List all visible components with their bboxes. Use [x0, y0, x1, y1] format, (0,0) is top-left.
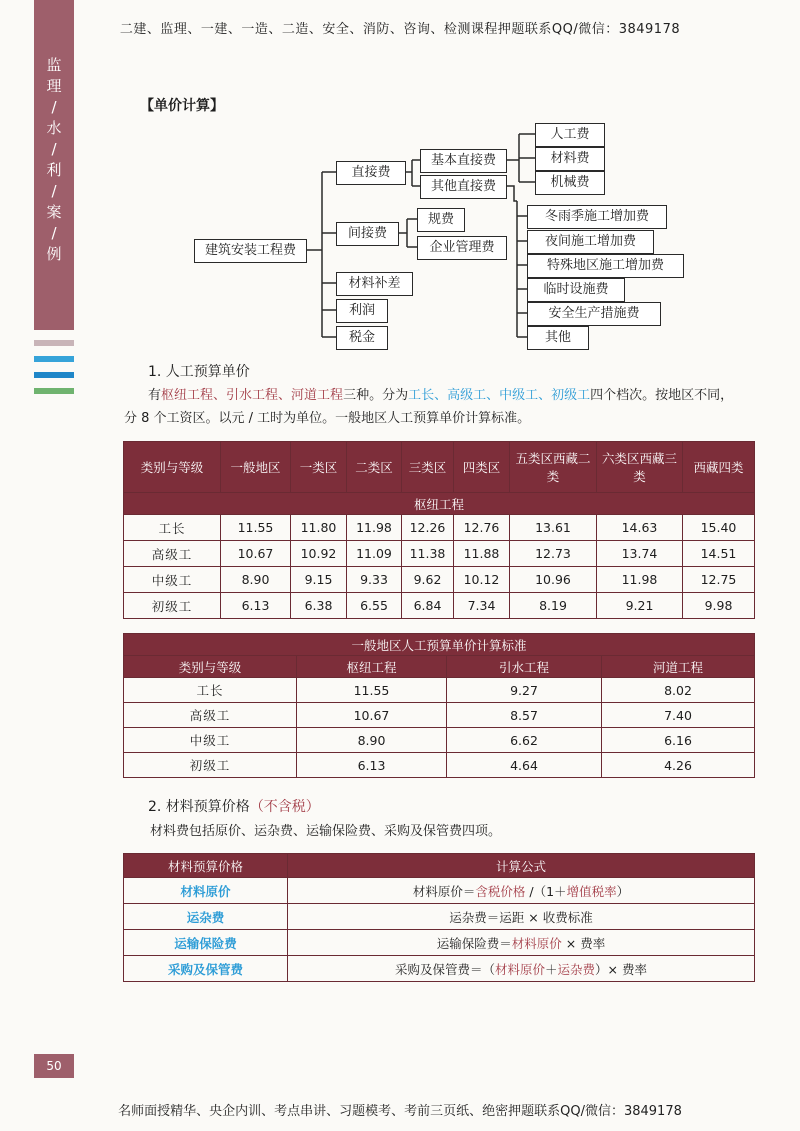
tree-node-night: 夜间施工增加费 — [527, 230, 654, 254]
table-row: 初级工 6.13 4.64 4.26 — [124, 753, 755, 778]
side-stripe — [34, 388, 74, 394]
table-row: 运输保险费 运输保险费＝材料原价 × 费率 — [124, 930, 755, 956]
table-row: 高级工 10.67 10.92 11.09 11.38 11.88 12.73 13.74 14.51 — [124, 541, 755, 567]
page-number: 50 — [34, 1054, 74, 1078]
section-title: 【单价计算】 — [140, 98, 224, 114]
tree-node-profit: 利润 — [336, 299, 388, 323]
tree-node-safety: 安全生产措施费 — [527, 302, 661, 326]
table-header-cell: 西藏四类 — [683, 442, 755, 493]
side-tab-label: 监 理 / 水 / 利 / 案 / 例 — [46, 56, 62, 263]
table-header-cell: 河道工程 — [602, 656, 755, 678]
table-row: 材料原价 材料原价＝含税价格 /（1＋增值税率） — [124, 878, 755, 904]
labor-paragraph-line2: 分 8 个工资区。以元 / 工时为单位。一般地区人工预算单价计算标准。 — [124, 411, 531, 426]
table-title: 一般地区人工预算单价计算标准 — [124, 634, 755, 656]
table-header-cell: 五类区西藏二类 — [510, 442, 597, 493]
tree-node-special: 特殊地区施工增加费 — [527, 254, 684, 278]
page-footer: 名师面授精华、央企内训、考点串讲、习题模考、考前三页纸、绝密押题联系QQ/微信：3849178 — [118, 1104, 682, 1119]
tree-node-labor: 人工费 — [535, 123, 605, 147]
table-row: 高级工 10.67 8.57 7.40 — [124, 703, 755, 728]
tree-node-material: 材料费 — [535, 147, 605, 171]
tree-node-direct: 直接费 — [336, 161, 406, 185]
table-header-cell: 枢纽工程 — [297, 656, 447, 678]
labor-rate-table-general — [123, 633, 755, 778]
material-description: 材料费包括原价、运杂费、运输保险费、采购及保管费四项。 — [150, 824, 502, 839]
tree-node-tax: 税金 — [336, 326, 388, 350]
table-header-cell: 二类区 — [347, 442, 402, 493]
side-stripe — [34, 372, 74, 378]
table-row: 中级工 8.90 6.62 6.16 — [124, 728, 755, 753]
table-row: 中级工 8.90 9.15 9.33 9.62 10.12 10.96 11.98 12.75 — [124, 567, 755, 593]
table-row: 采购及保管费 采购及保管费＝（材料原价＋运杂费）× 费率 — [124, 956, 755, 982]
tree-node-indirect: 间接费 — [336, 222, 399, 246]
table-header-cell: 三类区 — [402, 442, 454, 493]
table-header-cell: 类别与等级 — [124, 442, 221, 493]
table-subheader: 枢纽工程 — [124, 493, 755, 515]
tree-node-winter: 冬雨季施工增加费 — [527, 205, 667, 229]
table-header-cell: 一类区 — [291, 442, 347, 493]
page-header: 二建、监理、一建、一造、二造、安全、消防、咨询、检测课程押题联系QQ/微信：3849178 — [119, 22, 681, 37]
tree-node-management: 企业管理费 — [417, 236, 507, 260]
table-row: 工长 11.55 9.27 8.02 — [124, 678, 755, 703]
tree-node-fees: 规费 — [417, 208, 465, 232]
material-price-formula-table — [123, 853, 755, 982]
material-title: 2. 材料预算价格（不含税） — [148, 799, 320, 815]
table-header-cell: 计算公式 — [288, 854, 755, 878]
table-header-cell: 材料预算价格 — [124, 854, 288, 878]
table-header-cell: 四类区 — [454, 442, 510, 493]
tree-node-basic-direct: 基本直接费 — [420, 149, 507, 173]
table-row: 运杂费 运杂费＝运距 × 收费标准 — [124, 904, 755, 930]
table-header-cell: 一般地区 — [221, 442, 291, 493]
tree-node-others: 其他 — [527, 326, 589, 350]
tree-root: 建筑安装工程费 — [194, 239, 307, 263]
table-header-cell: 引水工程 — [447, 656, 602, 678]
labor-rate-table-by-region — [123, 441, 755, 619]
tree-node-material-diff: 材料补差 — [336, 272, 413, 296]
tree-node-machine: 机械费 — [535, 171, 605, 195]
tree-node-temp: 临时设施费 — [527, 278, 625, 302]
labor-paragraph-line1: 有枢纽工程、引水工程、河道工程三种。分为工长、高级工、中级工、初级工四个档次。按地区不同， — [148, 388, 734, 403]
table-row: 初级工 6.13 6.38 6.55 6.84 7.34 8.19 9.21 9.98 — [124, 593, 755, 619]
table-row: 工长 11.55 11.80 11.98 12.26 12.76 13.61 14.63 15.40 — [124, 515, 755, 541]
tree-node-other-direct: 其他直接费 — [420, 175, 507, 199]
labor-title: 1. 人工预算单价 — [148, 364, 250, 380]
table-header-cell: 类别与等级 — [124, 656, 297, 678]
table-header-cell: 六类区西藏三类 — [597, 442, 683, 493]
